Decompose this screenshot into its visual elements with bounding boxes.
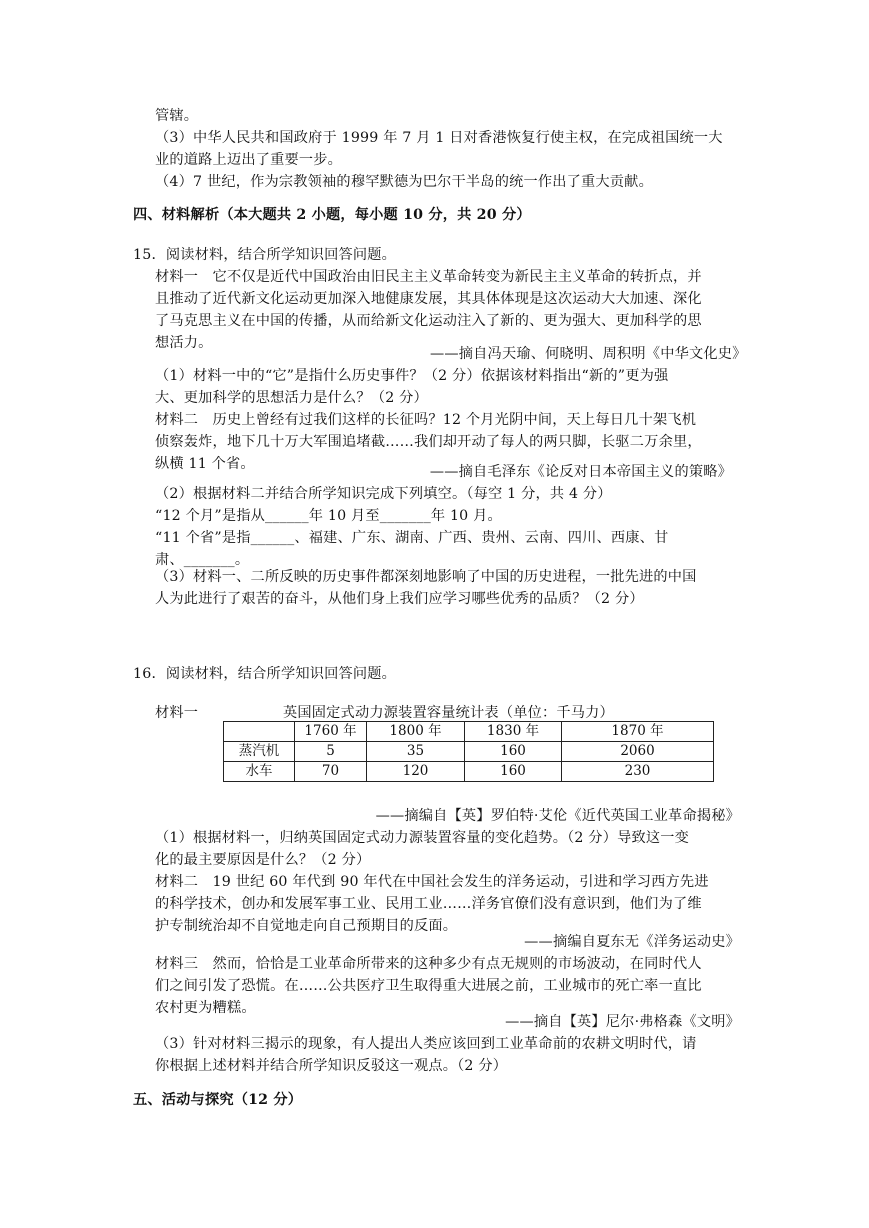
table-cell [224,722,295,742]
text-line: 材料二 19 世纪 60 年代到 90 年代在中国社会发生的洋务运动，引进和学习西方先进 [155,874,709,890]
text-line: （3）材料一、二所反映的历史事件都深刻地影响了中国的历史进程，一批先进的中国 [155,569,697,585]
text-line: 们之间引发了恐慌。在……公共医疗卫生取得重大进展之前，工业城市的死亡率一直比 [155,978,702,994]
table-cell: 35 [367,742,465,762]
text-line: 想活力。 [155,335,213,351]
section-heading: 五、活动与探究（12 分） [133,1092,303,1108]
table-row [224,722,714,742]
text-line: 大、更加科学的思想活力是什么？（2 分） [155,390,428,406]
text-line: 材料三 然而，恰恰是工业革命所带来的这种多少有点无规则的市场波动，在同时代人 [155,956,702,972]
source-citation: ——摘编自夏东无《洋务运动史》 [524,934,740,950]
data-table [223,721,714,782]
table-cell: 水车 [224,762,295,782]
question-intro: 16．阅读材料，结合所学知识回答问题。 [133,666,397,682]
table-header-cell: 1830 年 [465,722,562,742]
source-citation: ——摘自【英】尼尔·弗格森《文明》 [505,1014,740,1030]
text-line: “11 个省”是指______、福建、广东、湖南、广西、贵州、云南、四川、西康、甘 [155,530,669,546]
text-line: （3）中华人民共和国政府于 1999 年 7 月 1 日对香港恢复行使主权，在完成祖国统一大 [155,130,723,146]
table-header-cell: 1800 年 [367,722,465,742]
text-line: 肃、_______。 [155,552,250,568]
text-line: 的科学技术，创办和发展军事工业、民用工业……洋务官僚们没有意识到，他们为了维 [155,896,702,912]
material-label: 材料一 [155,705,199,721]
source-citation: ——摘自冯天瑜、何晓明、周积明《中华文化史》 [430,346,747,362]
table-cell: 160 [465,762,562,782]
text-line: （1）材料一中的“它”是指什么历史事件？（2 分）依据该材料指出“新的”更为强 [155,368,669,384]
question-intro: 15．阅读材料，结合所学知识回答问题。 [133,247,397,263]
text-line: “12 个月”是指从______年 10 月至_______年 10 月。 [155,508,502,524]
source-citation: ——摘自毛泽东《论反对日本帝国主义的策略》 [429,464,732,480]
table-cell: 120 [367,762,465,782]
table-title: 英国固定式动力源装置容量统计表（单位：千马力） [283,705,614,721]
text-line: 化的最主要原因是什么？（2 分） [155,852,371,868]
table-cell: 70 [295,762,367,782]
source-citation: ——摘编自【英】罗伯特·艾伦《近代英国工业革命揭秘》 [375,808,740,824]
text-line: 纵横 11 个省。 [155,456,255,472]
table-cell: 蒸汽机 [224,742,295,762]
text-line: （2）根据材料二并结合所学知识完成下列填空。（每空 1 分，共 4 分） [155,486,612,502]
text-line: 了马克思主义在中国的传播，从而给新文化运动注入了新的、更为强大、更加科学的思 [155,313,702,329]
text-line: 业的道路上迈出了重要一步。 [155,152,343,168]
table-cell: 5 [295,742,367,762]
table-cell: 2060 [562,742,714,762]
text-line: 人为此进行了艰苦的奋斗，从他们身上我们应学习哪些优秀的品质？（2 分） [155,591,644,607]
text-line: （1）根据材料一，归纳英国固定式动力源装置容量的变化趋势。（2 分）导致这一变 [155,830,690,846]
text-line: 且推动了近代新文化运动更加深入地健康发展，其具体体现是这次运动大大加速、深化 [155,291,702,307]
section-heading: 四、材料解析（本大题共 2 小题，每小题 10 分，共 20 分） [133,207,531,223]
table-header-cell: 1760 年 [295,722,367,742]
table-row [224,742,714,762]
text-line: 管辖。 [155,108,199,124]
table-cell: 160 [465,742,562,762]
text-line: （3）针对材料三揭示的现象，有人提出人类应该回到工业革命前的农耕文明时代，请 [155,1036,697,1052]
text-line: 农村更为糟糕。 [155,1000,256,1016]
text-line: （4）7 世纪，作为宗教领袖的穆罕默德为巴尔干半岛的统一作出了重大贡献。 [155,174,653,190]
table-header-cell: 1870 年 [562,722,714,742]
table-row [224,762,714,782]
text-line: 材料一 它不仅是近代中国政治由旧民主主义革命转变为新民主主义革命的转折点，并 [155,269,702,285]
text-line: 侦察轰炸，地下几十万大军围追堵截……我们却开动了每人的两只脚，长驱二万余里， [155,434,702,450]
text-line: 材料二 历史上曾经有过我们这样的长征吗？12 个月光阴中间，天上每日几十架飞机 [155,412,697,428]
text-line: 你根据上述材料并结合所学知识反驳这一观点。（2 分） [155,1058,508,1074]
text-line: 护专制统治却不自觉地走向自己预期目的反面。 [155,918,458,934]
table-cell: 230 [562,762,714,782]
